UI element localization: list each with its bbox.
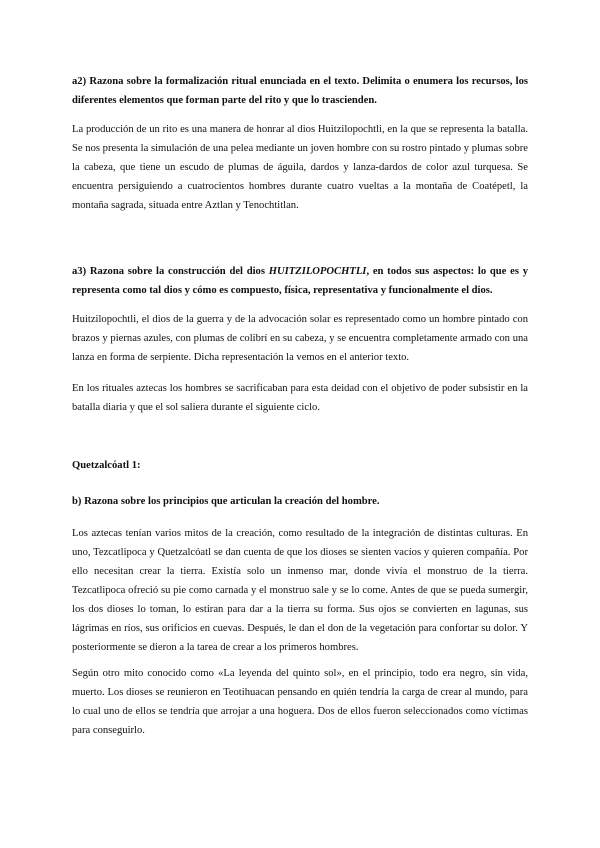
section-a2-paragraph-1 [72,120,528,215]
section-a3-paragraph-2 [72,379,528,417]
section-a3-heading [72,262,528,300]
paragraph-text: Según otro mito conocido como «La leyenda del quinto sol», en el principio, todo era negro, sin vida, muerto. Los dioses se reunieron en Teotihuacan pensando en quién tendría la carga de crear al mundo, para lo cual uno de ellos se tendría que arrojar a una hoguera. Dos de ellos fueron seleccionados como víctimas para conseguirlo. [72,668,528,736]
heading-text-italic: HUITZILOPOCHTLI [268,266,367,277]
heading-text: a2) Razona sobre la formalización ritual enunciada en el texto. Delimita o enumera los recursos, los diferentes elementos que forman parte del rito y que lo trascienden. [72,76,528,106]
heading-text-prefix: a3) Razona sobre la construcción del dios [72,266,269,277]
heading-text-suffix: , en todos sus aspectos: lo que es y representa como tal dios y cómo es compuesto, física, representativa y funcionalmente el dios. [72,266,528,296]
paragraph-text: En los rituales aztecas los hombres se sacrificaban para esta deidad con el objetivo de poder subsistir en la batalla diaria y que el sol saliera durante el siguiente ciclo. [72,383,528,413]
paragraph-text: La producción de un rito es una manera de honrar al dios Huitzilopochtli, en la que se representa la batalla. Se nos presenta la simulación de una pelea mediante un joven hombre con su rostro pintado y plumas sobre la cabeza, que tiene un escudo de plumas de águila, dardos y lanza-dardos de color azul turquesa. Se encuentra persiguiendo a cuatrocientos hombres durante cuatro vueltas a la montaña de Coatépetl, la montaña sagrada, situada entre Aztlan y Tenochtitlan. [72,124,528,211]
section-a3-paragraph-1 [72,310,528,367]
paragraph-text: Los aztecas tenían varios mitos de la creación, como resultado de la integración de distintas culturas. En uno, Tezcatlipoca y Quetzalcóatl se dan cuenta de que los dioses se sienten vacíos y quieren compañía. Por ello necesitan crear la tierra. Existía solo un inmenso mar, donde vivía el monstruo de la tierra. Tezcatlipoca ofreció su pie como carnada y el monstruo sale y se lo come. Antes de que se pueda sumergir, los dos dioses lo toman, lo estiran para dar a la tierra su forma. Sus ojos se convierten en lagunas, sus lágrimas en ríos, sus orificios en cuevas. Después, le dan el don de la vegetación para confortar su dolor. Y posteriormente se dieron a la tarea de crear a los primeros hombres. [72,528,528,653]
section-a2-heading [72,72,528,110]
section-b-paragraph-2 [72,664,528,740]
paragraph-text: Huitzilopochtli, el dios de la guerra y de la advocación solar es representado como un hombre pintado con brazos y piernas azules, con plumas de colibrí en su cabeza, y se encuentra completamente armado con una lanza en forma de serpiente. Dicha representación la vemos en el anterior texto. [72,314,528,363]
heading-text: b) Razona sobre los principios que articulan la creación del hombre. [72,496,380,507]
section-b-paragraph-1 [72,524,528,657]
section-title [72,456,528,475]
section-b-heading [72,492,528,511]
section-title-text: Quetzalcóatl 1: [72,460,141,471]
